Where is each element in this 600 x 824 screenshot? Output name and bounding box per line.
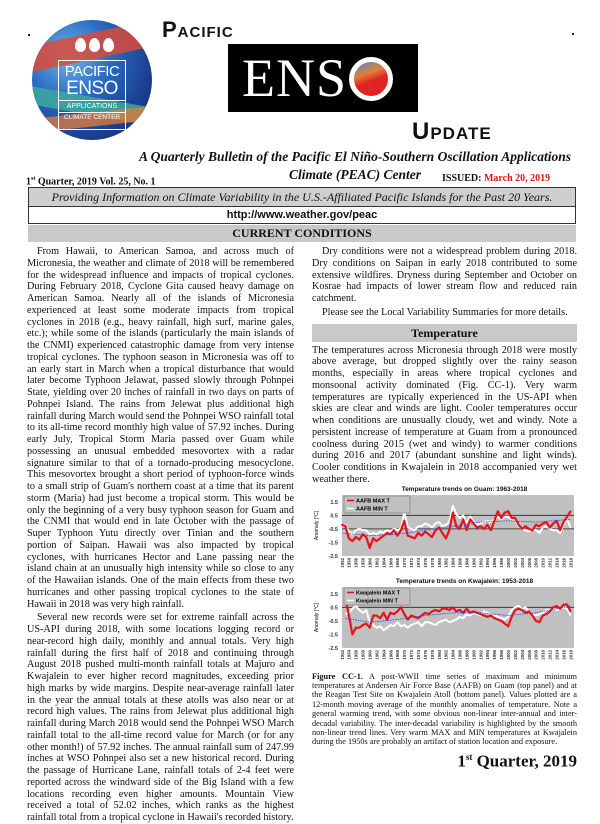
x-tick-label: 1980 [436,557,442,568]
max-data-point [400,529,402,531]
max-data-point [358,538,360,540]
max-data-point [552,606,554,608]
x-tick-label: 1964 [381,649,387,660]
water-drops-icon [72,38,116,54]
logo-text-line: ENSO [66,78,118,99]
x-tick-label: 1952 [339,649,345,660]
max-data-point [542,522,544,524]
footer-quarter-rest: Quarter, 2019 [472,751,577,771]
max-data-point [504,511,506,513]
max-data-point [570,610,572,612]
max-data-point [507,510,509,512]
x-tick-label: 1982 [443,557,449,568]
y-tick-label: 0.5 [330,512,338,519]
max-data-point [351,540,353,542]
max-data-point [376,614,378,616]
x-tick-label: 1974 [415,649,421,660]
y-tick-label: 0.5 [330,604,338,611]
max-data-point [483,614,485,616]
max-data-point [372,614,374,616]
x-tick-label: 2000 [506,649,512,660]
max-data-point [421,534,423,536]
max-data-point [428,613,430,615]
max-data-point [452,606,454,608]
max-data-point [455,610,457,612]
issued-label: ISSUED: [442,173,484,184]
max-data-point [403,519,405,521]
max-data-point [379,537,381,539]
max-data-point [490,614,492,616]
max-data-point [383,611,385,613]
x-tick-label: 1960 [367,649,373,660]
y-tick-label: 1.5 [330,591,338,598]
issue-quarter-rest: Quarter, 2019 Vol. 25, No. 1 [35,176,156,188]
body-paragraph: Several new records were set for extreme rainfall across the US-API during 2018, with some locations logging record or near-record high daily, monthly and annual totals. Very high rainfall during the first half of 2018 and continuing through August 2018 pushed multi-month rainfall totals at Majuro and Kwajalein to ever higher record magnitudes, exceeding prior high marks by wide margins. Despite near-average rainfall later in the year the annual totals at these atolls was also near or at record high values. The rains from Jelewat plus additional high rainfall during March 2018 would send the Pohnpei WSO March rainfall total to the all-time record value for March (or for any other month!) of 57.92 inches. The annual rainfall sum of 247.99 inches at WSO Pohnpei also set a new historical record. During the passage of Hurricane Lane, rainfall totals of 2-4 feet were reported across the windward side of the Big Island with a few locations recording even higher amounts. Mountain View received a total of 52.02 inches, which ranks as the highest rainfall total from a tropical cyclone in Hawaii's recorded history. [27,612,294,823]
x-tick-label: 2006 [526,557,532,568]
x-tick-label: 1970 [402,649,408,660]
peac-logo [32,20,152,140]
issue-quarter-suffix: st [31,176,36,182]
x-tick-label: 1962 [374,649,380,660]
x-tick-label: 2002 [512,649,518,660]
x-tick-label: 1990 [471,557,477,568]
x-tick-label: 2008 [533,557,539,568]
max-data-point [351,633,353,635]
max-data-point [514,609,516,611]
max-data-point [528,610,530,612]
body-paragraph: Please see the Local Variability Summaries for more details. [322,306,568,318]
x-tick-label: 1982 [443,649,449,660]
logo-text-line: APPLICATIONS [59,100,125,110]
max-data-point [480,525,482,527]
max-data-point [438,610,440,612]
max-data-point [483,527,485,529]
bulletin-subtitle: A Quarterly Bulletin of the Pacific El Niño-Southern Oscillation Applications Climate (PEAC) Center [139,149,571,182]
legend-label: AAFB MAX T [356,498,390,504]
max-data-point [535,523,537,525]
max-data-point [414,537,416,539]
body-paragraph: The temperatures across Micronesia through 2018 were mostly above average, but dropped slightly over the rainy season months, especially in areas where tropical cyclones and monsoonal activity dominated (Fig. CC-1). Very warm temperatures are typically experienced in the US-API when skies are clear and winds are light. Cooler temperatures occur when conditions are unusually cloudy, wet and windy. Note a persistent increase of temperature at Guam from a pronounced coolness during 2015 (wet and windy) to warmer conditions during 2016 and 2017 (abundant sunshine and light winds). Cooler conditions in Kwajalein in 2018 accompanied very wet weather there. [312,344,577,485]
x-tick-label: 1980 [436,649,442,660]
max-data-point [393,529,395,531]
x-tick-label: 2008 [533,649,539,660]
max-data-point [507,625,509,627]
max-data-point [365,536,367,538]
max-data-point [390,611,392,613]
footer-quarter-suffix: st [465,751,473,762]
max-data-point [476,526,478,528]
max-data-point [487,615,489,617]
max-data-point [538,621,540,623]
section-heading-temperature: Temperature [312,324,577,342]
max-data-point [480,613,482,615]
max-data-point [504,622,506,624]
max-data-point [545,613,547,615]
x-tick-label: 1974 [415,557,421,568]
x-tick-label: 1988 [464,557,470,568]
y-tick-label: -2.5 [328,645,338,652]
masthead-title-main: ENS [242,48,348,108]
kwajalein-temperature-chart [312,586,577,670]
x-tick-label: 2016 [561,649,567,660]
max-data-point [369,626,371,628]
max-data-point [511,517,513,519]
max-data-point [348,537,350,539]
x-tick-label: 1992 [478,649,484,660]
x-tick-label: 1968 [395,649,401,660]
max-data-point [459,527,461,529]
max-data-point [369,546,371,548]
issued-date-line [442,173,550,185]
x-tick-label: 1976 [422,649,428,660]
max-data-point [521,609,523,611]
max-data-point [424,530,426,532]
max-data-point [500,517,502,519]
y-axis-label: Anomaly [°C] [314,510,320,540]
globe-icon [349,57,393,101]
issue-quarter-number: 1 [26,176,31,188]
x-tick-label: 1976 [422,557,428,568]
y-tick-label: -0.5 [328,618,338,625]
max-data-point [376,540,378,542]
max-data-point [345,525,347,527]
max-data-point [362,624,364,626]
logo-text-line: CLIMATE CENTER [59,112,125,122]
max-data-point [379,617,381,619]
max-data-point [490,529,492,531]
max-data-point [428,533,430,535]
x-tick-label: 1978 [429,557,435,568]
x-tick-label: 2002 [512,557,518,568]
max-data-point [417,532,419,534]
max-data-point [448,529,450,531]
max-data-point [462,518,464,520]
x-tick-label: 2006 [526,649,532,660]
max-data-point [410,614,412,616]
max-data-point [358,626,360,628]
x-tick-label: 1958 [360,649,366,660]
y-tick-label: -1.5 [328,631,338,638]
max-data-point [445,537,447,539]
max-data-point [448,609,450,611]
x-tick-label: 1984 [450,649,456,660]
x-tick-label: 2014 [554,557,560,568]
body-paragraph: From Hawaii, to American Samoa, and across much of Micronesia, the weather and climate of 2018 will be remembered for the widespread influence and impacts of tropical cyclones. During February 2018, Cyclone Gita caused heavy damage on American Samoa. Nearly all of the islands of Micronesia experienced at least some moderate impacts from tropical cyclones in 2018 (e.g., heavy rainfall, high surf, marine gales, etc.); while some of the islands (particularly the main islands of the CNMI) experienced catastrophic damage from very intense tropical cyclones. The typhoon season in Micronesia was off to an early start in March when a tropical disturbance that would later become Typhoon Jelawat, passed slowly through Pohnpei State, yielding over 20 inches of rainfall in two days on parts of Pohnpei Island. The rains from Jelewat plus additional high rainfall during March would send the Pohnpei WSO rainfall total to its all-time record monthly high value of 57.92 inches. During early July, Tropical Storm Maria passed over Guam while possessing an unusual embedded mesovortex with a radar signature similar to that of a tornado-producing mesocyclone. This mesovortex brought a short period of typhoon-force winds to a small strip of Guam's northern coast at a time that its parent storm (Maria) had just become a tropical storm. This would be only the beginning of a very busy typhoon season for Guam and the CNMI that would end in late October with the passage of Super Typhoon Yutu directly over Tinian and the southern portion of Saipan. Hawaii was also impacted by tropical cyclones, with hurricanes Hector and Lane passing near the island chain at an unusually high intensity while so close to any of the Hawaiian islands. One of the main effects from these two hurricanes and other passing tropical cyclones to the state of Hawaii in 2018 was very high rainfall. [27,246,294,610]
y-tick-label: -1.5 [328,539,338,546]
decorative-dot [28,34,30,36]
max-data-point [397,534,399,536]
max-data-point [518,607,520,609]
masthead-enso-block [228,44,418,112]
max-data-point [372,537,374,539]
max-data-point [348,614,350,616]
max-data-point [566,603,568,605]
max-data-point [397,610,399,612]
max-data-point [403,613,405,615]
max-data-point [459,609,461,611]
max-data-point [528,527,530,529]
max-data-point [514,517,516,519]
x-tick-label: 1962 [374,557,380,568]
max-data-point [535,619,537,621]
guam-temperature-chart [312,494,577,578]
max-data-point [386,532,388,534]
max-data-point [400,606,402,608]
max-data-point [563,603,565,605]
max-data-point [500,619,502,621]
max-data-point [393,613,395,615]
footer-quarter [312,748,577,771]
max-data-point [407,534,409,536]
x-tick-label: 1996 [492,557,498,568]
x-tick-label: 1998 [499,649,505,660]
x-tick-label: 1984 [450,557,456,568]
masthead-title-top: Pacific [162,17,234,42]
y-axis-label: Anomaly [°C] [314,602,320,632]
x-tick-label: 1972 [409,557,415,568]
max-data-point [566,515,568,517]
max-data-point [532,529,534,531]
max-data-point [518,523,520,525]
max-data-point [365,622,367,624]
x-tick-label: 1994 [485,649,491,660]
x-tick-label: 1972 [409,649,415,660]
max-data-point [355,626,357,628]
x-tick-label: 2018 [568,557,574,568]
x-tick-label: 1966 [388,649,394,660]
max-data-point [525,525,527,527]
x-tick-label: 1960 [367,557,373,568]
footer-quarter-number: 1 [457,751,466,771]
x-tick-label: 2018 [568,649,574,660]
max-data-point [559,529,561,531]
x-tick-label: 1986 [457,557,463,568]
max-data-point [493,617,495,619]
x-tick-label: 1994 [485,557,491,568]
legend-label: AAFB MIN T [356,506,388,512]
max-data-point [521,527,523,529]
x-tick-label: 1956 [353,649,359,660]
x-tick-label: 2004 [519,649,525,660]
max-data-point [442,532,444,534]
legend-label: Kwajalein MAX T [356,590,401,596]
x-tick-label: 2014 [554,649,560,660]
max-data-point [410,536,412,538]
x-tick-label: 1992 [478,557,484,568]
chart-title: Temperature trends on Guam: 1963-2018 [401,485,528,493]
figure-caption [312,672,577,747]
legend-label: Kwajalein MIN T [356,598,398,604]
max-data-point [442,607,444,609]
max-data-point [452,511,454,513]
max-data-point [487,523,489,525]
tagline-banner: Providing Information on Climate Variability in the U.S.-Affiliated Pacific Islands for the Past 20 Years. [28,187,576,207]
max-data-point [525,611,527,613]
max-data-point [466,529,468,531]
max-data-point [542,614,544,616]
x-tick-label: 1966 [388,557,394,568]
max-data-point [417,617,419,619]
x-tick-label: 1978 [429,649,435,660]
max-data-point [552,522,554,524]
max-data-point [497,510,499,512]
max-data-point [341,523,343,525]
x-tick-label: 1954 [346,557,352,568]
max-data-point [435,529,437,531]
x-tick-label: 2004 [519,557,525,568]
x-tick-label: 1988 [464,649,470,660]
x-tick-label: 1986 [457,649,463,660]
body-paragraph: Dry conditions were not a widespread problem during 2018. Dry conditions on Saipan in early 2018 contributed to some extensive wildfires. Dryness during September and October on Kosrae had impacts of lower stream flow and reduced rain catchment. [312,246,577,304]
left-column [27,246,294,824]
chart-title: Temperature trends on Kwajalein: 1953-2018 [395,577,534,585]
x-tick-label: 1990 [471,649,477,660]
x-tick-label: 1958 [360,557,366,568]
y-tick-label: -2.5 [328,553,338,560]
decorative-dot [572,33,574,35]
max-data-point [431,536,433,538]
y-tick-label: -0.5 [328,526,338,533]
max-data-point [556,605,558,607]
website-link[interactable]: http://www.weather.gov/peac [28,207,576,224]
max-data-point [497,618,499,620]
x-tick-label: 1970 [402,557,408,568]
max-data-point [511,615,513,617]
x-tick-label: 2012 [547,557,553,568]
max-data-point [431,610,433,612]
max-data-point [473,610,475,612]
figure-caption-text: A post-WWII time series of maximum and minimum temperatures at Andersen Air Force Base (AAFB) on Guam (top panel) and at the Reagan Test Site on Kwajalein Atoll (bottom panel). Values plotted are a 12-month moving average of the monthly anomalies of temperature. Note a general warming trend, with some obvious non-linear inter-annual and inter-decadal variability. The inter-decadal variability is highlighted by the smooth non-linear trend lines. Very warm MAX and MIN temperatures at Kwajalein during the 1950s are probably an artifact of station location and exposure. [312,671,577,747]
chart-legend [344,496,410,513]
max-data-point [466,607,468,609]
x-tick-label: 2000 [506,557,512,568]
x-tick-label: 1956 [353,557,359,568]
x-tick-label: 2016 [561,557,567,568]
max-data-point [532,614,534,616]
max-data-point [549,610,551,612]
x-tick-label: 2010 [540,557,546,568]
chart-legend [344,588,410,605]
section-heading-current-conditions: CURRENT CONDITIONS [28,225,576,242]
max-data-point [563,521,565,523]
max-data-point [469,518,471,520]
logo-text-line: PACIFIC [64,63,120,80]
issued-date: March 20, 2019 [483,173,551,184]
x-tick-label: 1968 [395,557,401,568]
max-data-point [570,510,572,512]
right-column [312,246,577,770]
y-tick-label: 1.5 [330,499,338,506]
x-tick-label: 1996 [492,649,498,660]
max-data-point [435,609,437,611]
max-data-point [407,618,409,620]
max-data-point [424,611,426,613]
masthead-title-bottom: Update [412,118,492,145]
max-data-point [538,525,540,527]
figure-caption-label: Figure CC-1. [312,671,363,681]
max-data-point [549,526,551,528]
max-data-point [445,607,447,609]
x-tick-label: 2012 [547,649,553,660]
max-data-point [355,536,357,538]
x-tick-label: 1954 [346,649,352,660]
x-tick-label: 1952 [339,557,345,568]
x-tick-label: 1964 [381,557,387,568]
x-tick-label: 2010 [540,649,546,660]
x-tick-label: 1998 [499,557,505,568]
